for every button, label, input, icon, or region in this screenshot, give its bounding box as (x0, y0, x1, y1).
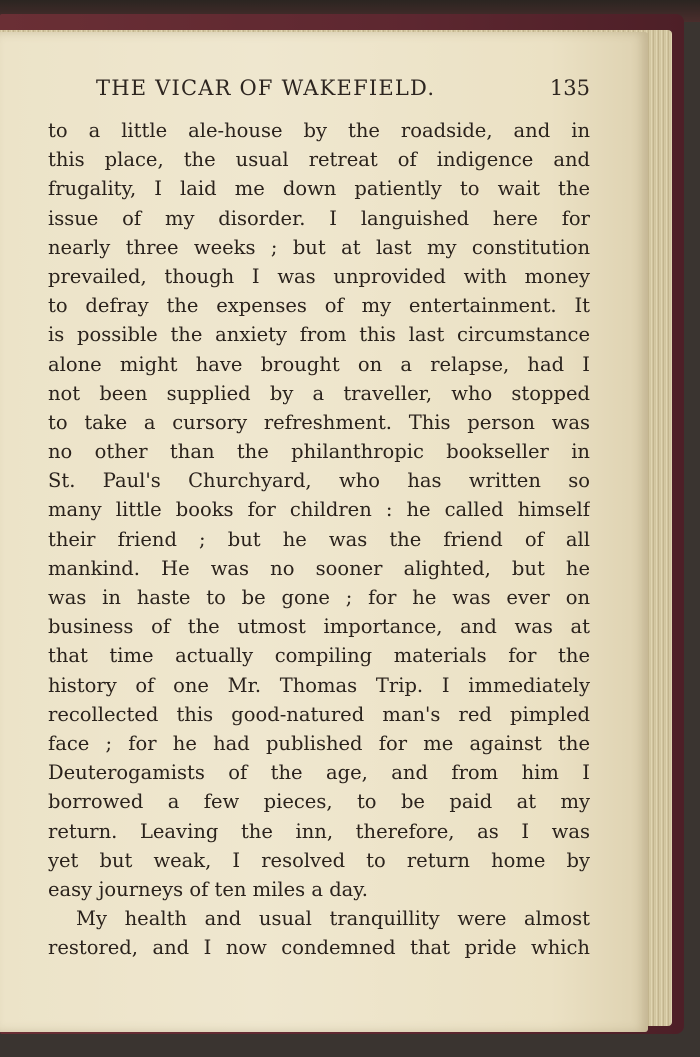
text-line: Deuterogamists of the age, and from him I (48, 761, 590, 785)
running-title: THE VICAR OF WAKEFIELD. (96, 76, 436, 100)
text-line: many little books for children : he called himself (48, 498, 590, 522)
text-line: restored, and I now condemned that pride which (48, 936, 590, 960)
text-line: frugality, I laid me down patiently to wait the (48, 177, 590, 201)
text-line: nearly three weeks ; but at last my constitution (48, 235, 590, 259)
text-line: business of the utmost importance, and was at (48, 615, 590, 639)
text-line: recollected this good-natured man's red pimpled (48, 702, 590, 726)
page-number: 135 (549, 76, 590, 100)
text-line: prevailed, though I was unprovided with money (48, 264, 590, 288)
text-line: St. Paul's Churchyard, who has written so (48, 469, 590, 493)
text-line: alone might have brought on a relapse, had I (48, 352, 590, 376)
text-line: that time actually compiling materials for the (48, 644, 590, 668)
text-line: easy journeys of ten miles a day. (48, 877, 368, 901)
text-line: this place, the usual retreat of indigence and (48, 148, 590, 172)
text-line: to a little ale-house by the roadside, and in (48, 119, 590, 142)
text-line: their friend ; but he was the friend of all (48, 527, 590, 551)
text-line: yet but weak, I resolved to return home by (48, 848, 590, 872)
running-head (48, 76, 590, 106)
text-line: borrowed a few pieces, to be paid at my (48, 790, 590, 814)
text-line: no other than the philanthropic bookseller in (48, 440, 590, 464)
body-text (48, 116, 590, 962)
text-line: mankind. He was no sooner alighted, but he (48, 556, 590, 580)
text-line: to take a cursory refreshment. This person was (48, 410, 590, 434)
text-line: issue of my disorder. I languished here for (48, 206, 590, 230)
text-line: to defray the expenses of my entertainment. It (48, 294, 590, 318)
text-line: not been supplied by a traveller, who stopped (48, 381, 590, 405)
text-line: face ; for he had published for me against the (48, 731, 590, 755)
text-line: is possible the anxiety from this last circumstance (48, 323, 590, 347)
text-line: return. Leaving the inn, therefore, as I was (48, 819, 590, 843)
text-line: My health and usual tranquillity were almost (76, 907, 590, 931)
text-line: was in haste to be gone ; for he was ever on (48, 586, 590, 609)
text-line: history of one Mr. Thomas Trip. I immediately (48, 673, 590, 697)
